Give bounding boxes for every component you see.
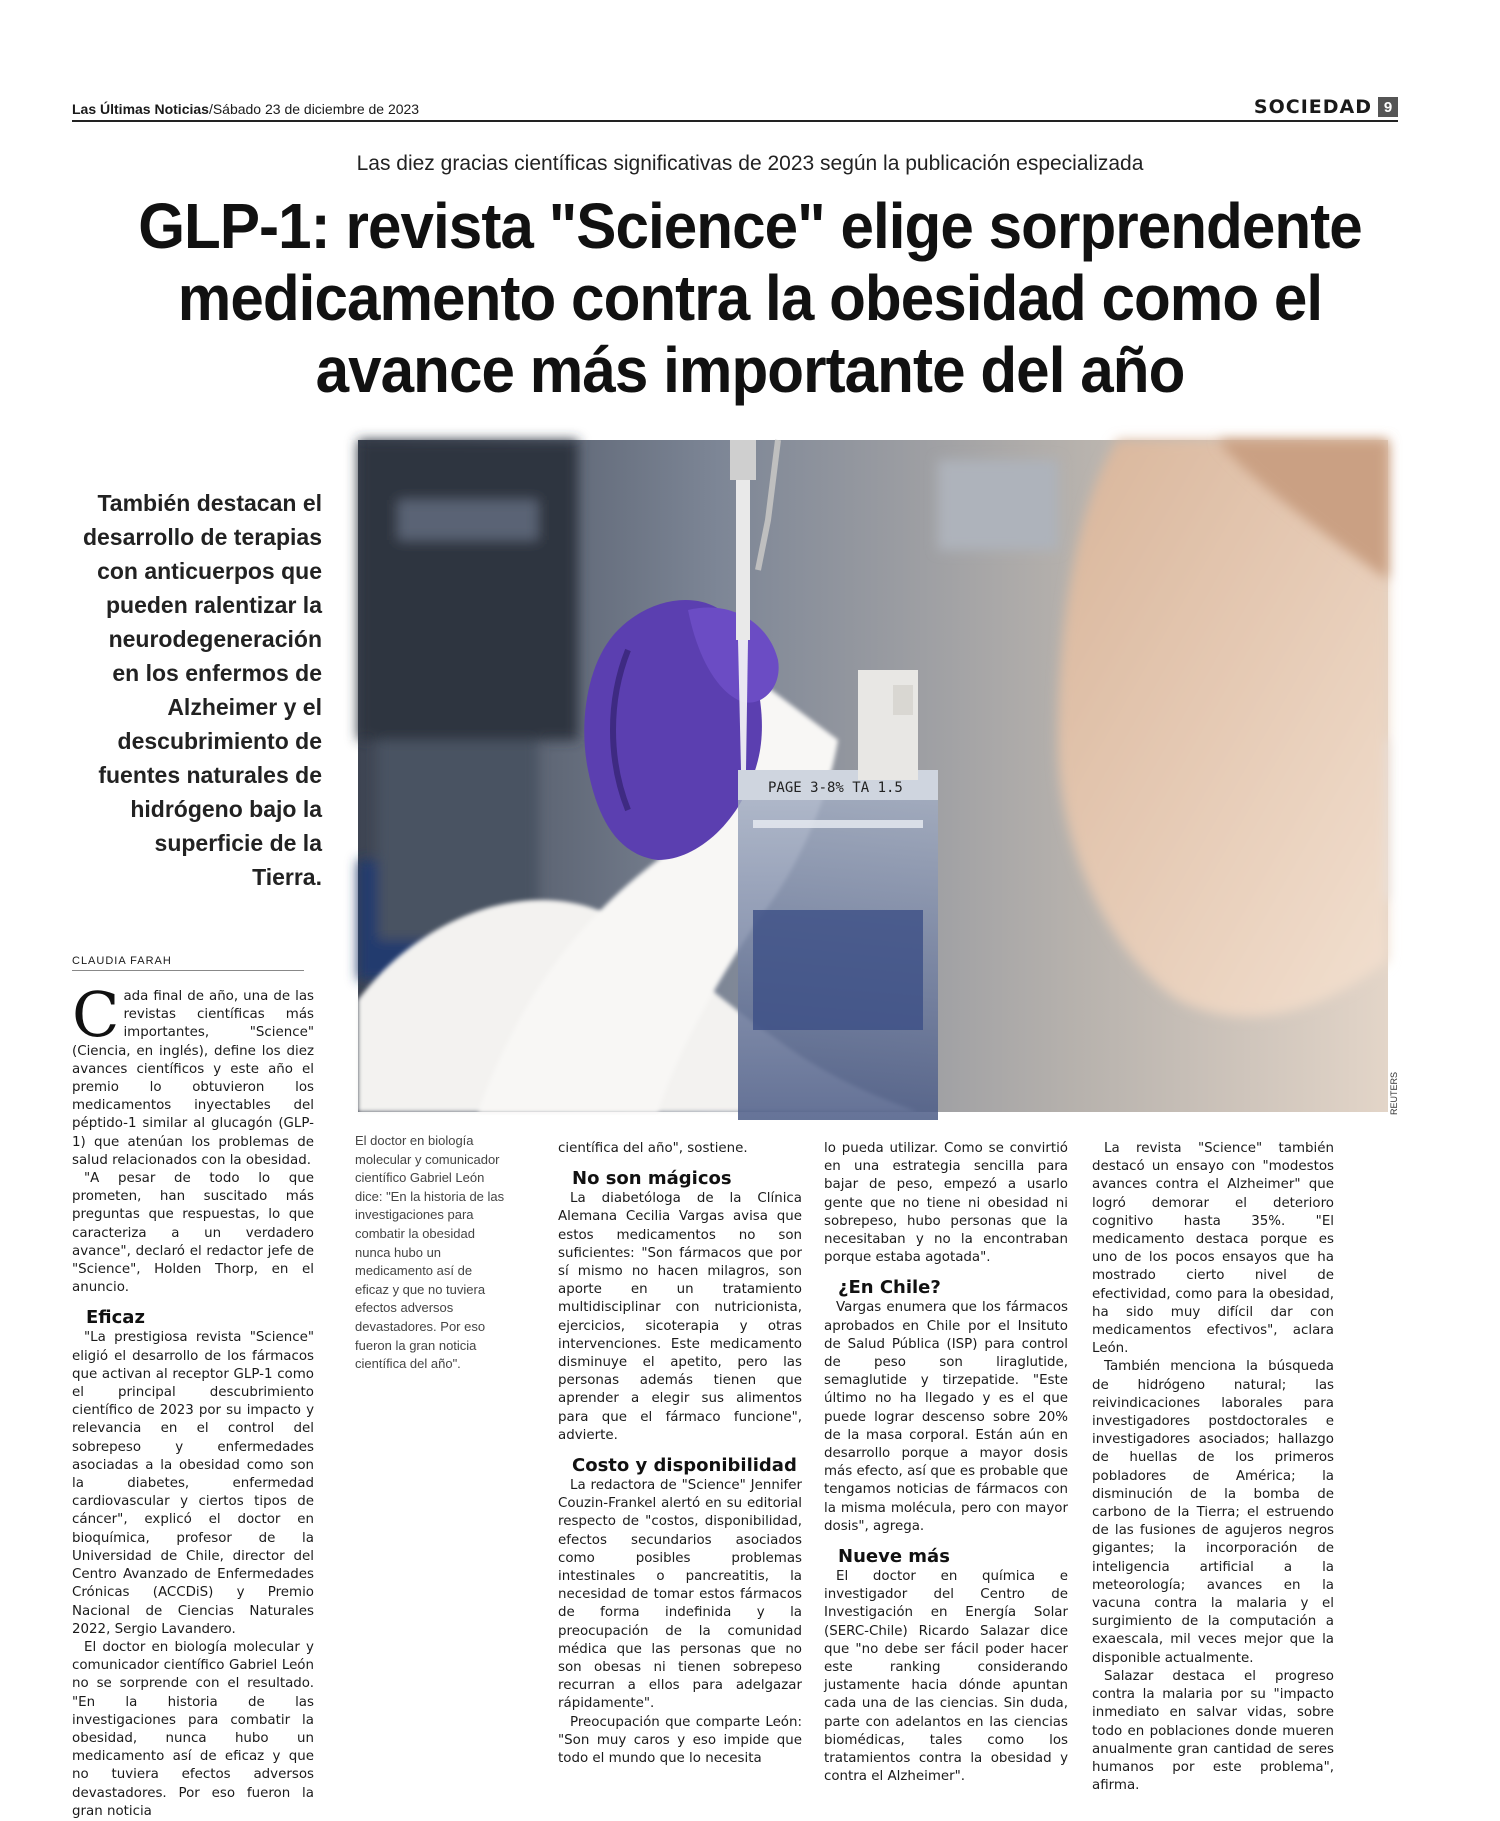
lab-photo xyxy=(358,440,1388,1112)
column-5 xyxy=(1092,1140,1334,1796)
paragraph: La diabetóloga de la Clínica Alemana Cecilia Vargas avisa que estos medicamentos no son suficientes: "Son fármacos que por sí mismo no hacen milagros, son aporte en un tratamiento multidisciplinar con nutricionista, ejercicios, sicoterapia y otras intervenciones. Este medicamento disminuye el apetito, pero las personas además tienen que aprender a elegir sus alimentos para que el fármaco funcione", advierte. xyxy=(558,1191,802,1443)
subheading-no-son-magicos: No son mágicos xyxy=(572,1168,732,1190)
paragraph: lo pueda utilizar. Como se convirtió en una estrategia sencilla para bajar de peso, empezó a usarlo gente que no tiene ni obesidad ni sobrepeso, hubo personas que la necesitaban y no la encontraban porque estaba agotada". xyxy=(824,1141,1068,1266)
paragraph: También menciona la búsqueda de hidrógeno natural; las reivindicaciones laborales para investigadores postdoctorales e investigadores asociados; hallazgo de huellas de los primeros pobladores de América; la disminución de la bomba de carbono de la Tierra; el estruendo de las fusiones de agujeros negros gigantes; la incorporación de inteligencia artificial a la meteorología; avances en la vacuna contra la malaria y el surgimiento de la computación a exaescala, mil veces mejor que la disponible actualmente. xyxy=(1092,1359,1334,1666)
photo-credit: REUTERS xyxy=(1389,1072,1399,1116)
byline: CLAUDIA FARAH xyxy=(72,955,304,971)
masthead-left xyxy=(72,101,419,117)
page-number: 9 xyxy=(1378,97,1398,117)
masthead-right xyxy=(1254,96,1398,118)
section-name: SOCIEDAD xyxy=(1253,96,1372,118)
paragraph: El doctor en química e investigador del Centro de Investigación en Energía Solar (SERC-Chile) Ricardo Salazar dice que "no debe ser fácil poder hacer este ranking considerando justamente hacia dónde apuntan cada una de las ciencias. Sin duda, parte con adelantos en las ciencias biomédicas, tales como los tratamientos contra la obesidad y contra el Alzheimer". xyxy=(824,1569,1068,1785)
paragraph xyxy=(72,978,314,1170)
column-1 xyxy=(72,978,314,1819)
caption-text: El doctor en biología molecular y comunicador científico Gabriel León dice: "En la historia de las investigaciones para combatir la obesidad nunca hubo un medicamento así de eficaz y que no tuviera efectos adversos devastadores. Por eso fueron la gran noticia científica del año". xyxy=(355,1133,505,1372)
paragraph: Salazar destaca el progreso contra la malaria por su "impacto inmediato en salvar vidas, sobre todo en poblaciones donde mueren anualmente gran cantidad de seres humanos por este problema", afirma. xyxy=(1092,1668,1334,1794)
paragraph: científica del año", sostiene. xyxy=(558,1141,748,1156)
paragraph: El doctor en biología molecular y comunicador científico Gabriel León no se sorprende con el resultado. "En la historia de las investigaciones para combatir la obesidad, nunca hubo un medicamento así de eficaz y que no tuviera efectos adversos devastadores. Por eso fueron la gran noticia xyxy=(72,1639,314,1819)
kicker: Las diez gracias científicas significativas de 2023 según la publicación especializada xyxy=(356,152,1144,175)
masthead xyxy=(72,96,1398,122)
gel-label: PAGE 3-8% TA 1.5 xyxy=(768,780,903,796)
paragraph: "La prestigiosa revista "Science" eligió el desarrollo de los fármacos que activan al receptor GLP-1 como el principal descubrimiento científico de 2023 por su impacto y relevancia en el control del sobrepeso y enfermedades asociadas a la obesidad como son la diabetes, enfermedad cardiovascular y ciertos tipos de cáncer", explicó el doctor en bioquímica, profesor de la Universidad de Chile, director del Centro Avanzado de Enfermedades Crónicas (ACCDiS) y Premio Nacional de Ciencias Naturales 2022, Sergio Lavandero. xyxy=(72,1330,314,1637)
subheading-en-chile: ¿En Chile? xyxy=(838,1277,941,1299)
lab-photo-illustration xyxy=(358,440,1388,1112)
paragraph: La redactora de "Science" Jennifer Couzin-Frankel alertó en su editorial respecto de "costos, disponibilidad, efectos secundarios asociados como posibles problemas intestinales o pancreatitis, la necesidad de tomar estos fármacos de forma indefinida y la preocupación de la comunidad médica que las personas que no son obesas ni tienen sobrepeso recurran a ellos para adelgazar rápidamente". xyxy=(558,1478,802,1712)
paragraph-text: ada final de año, una de las revistas científicas más importantes, "Science" (Ciencia, en inglés), define los diez avances científicos y este año el premio lo obtuvieron los medicamentos inyectables del péptido-1 similar al glucagón (GLP-1) que atenúan los problemas de salud relacionados con la obesidad. xyxy=(72,989,314,1168)
drop-cap: C xyxy=(72,978,120,1051)
issue-date: /Sábado 23 de diciembre de 2023 xyxy=(208,101,420,117)
paragraph: La revista "Science" también destacó un ensayo con "modestos avances contra el Alzheimer" que logró demorar el deterioro cognitivo hasta 35%. "El medicamento destaca porque es uno de los pocos ensayos que ha mostrado cierto nivel de efectividad, como para la obesidad, ha sido muy difícil dar con medicamentos efectivos", aclara León. xyxy=(1092,1141,1334,1357)
subheading-nueve-mas: Nueve más xyxy=(838,1546,950,1568)
paragraph: "A pesar de todo lo que prometen, han suscitado más preguntas que respuestas, lo que caracteriza a un verdadero avance", declaró el redactor jefe de "Science", Holden Thorp, en el anuncio. xyxy=(72,1171,314,1296)
paragraph: Preocupación que comparte León: "Son muy caros y eso impide que todo el mundo que lo necesita xyxy=(558,1714,802,1767)
photo-caption xyxy=(355,1132,505,1374)
subheading-eficaz: Eficaz xyxy=(86,1307,145,1329)
column-3 xyxy=(558,1140,802,1796)
newspaper-name: Las Últimas Noticias xyxy=(72,101,209,117)
column-4 xyxy=(824,1140,1068,1796)
subheading-costo: Costo y disponibilidad xyxy=(572,1455,797,1477)
deck: También destacan el desarrollo de terapias con anticuerpos que pueden ralentizar la neurodegeneración en los enfermos de Alzheimer y el descubrimiento de fuentes naturales de hidrógeno bajo la superficie de la Tierra. xyxy=(82,490,322,890)
paragraph: Vargas enumera que los fármacos aprobados en Chile por el Insituto de Salud Pública (ISP) para control de peso son liraglutide, semaglutide y tirzepatide. "Este último no ha llegado y es el que puede lograr descenso sobre 20% de la masa corporal. Están aún en desarrollo porque a mayor dosis más efecto, así que es probable que tengamos noticias de fármacos con la misma molécula, pero con mayor dosis", agrega. xyxy=(824,1300,1068,1534)
headline: GLP-1: revista "Science" elige sorprendente medicamento contra la obesidad como el avance más importante del año xyxy=(138,190,1362,406)
